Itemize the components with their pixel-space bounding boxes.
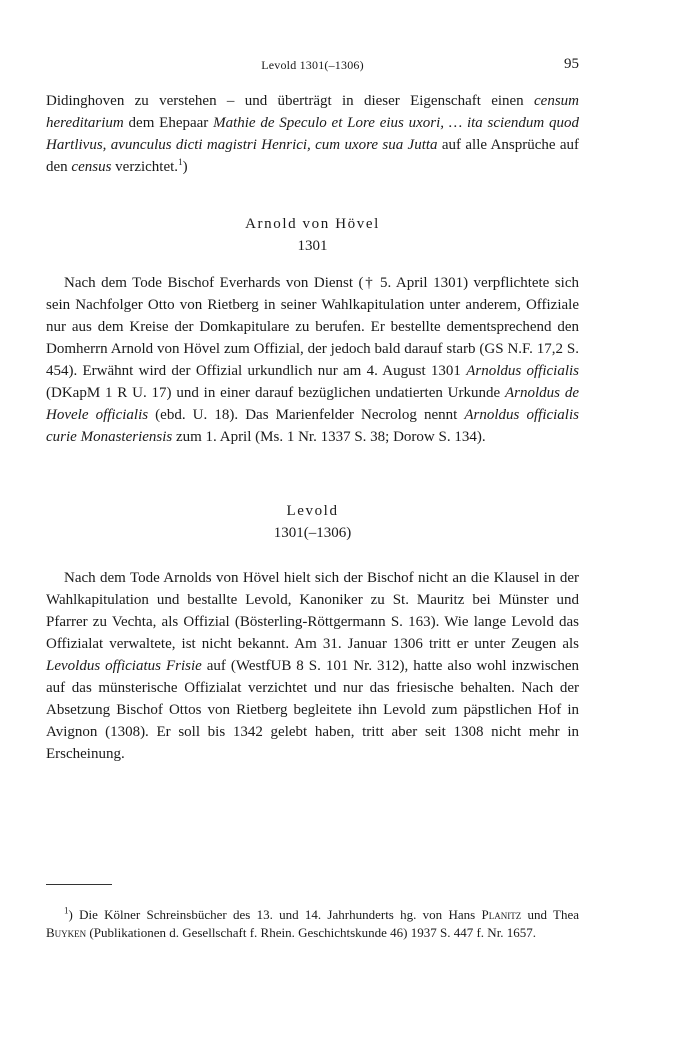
author-name: Buyken: [46, 925, 87, 940]
paragraph-levold: [46, 567, 579, 765]
latin-quote: Arnoldus de Hovele officialis: [46, 385, 579, 423]
text-run: (Publikationen d. Gesellschaft f. Rhein. Geschichtskunde 46) 1937 S. 447 f. Nr. 1657.: [86, 925, 537, 940]
section-dates: 1301(–1306): [273, 525, 352, 541]
latin-quote: Arnoldus officialis curie Monasteriensis: [46, 407, 579, 445]
latin-quote: census: [71, 159, 112, 175]
text-run: Didinghoven zu verstehen – und überträgt in dieser Eigenschaft einen: [46, 93, 534, 109]
latin-quote: Mathie de Speculo et Lore eius uxori, … ita sciendum quod Hartlivus, avunculus dicti magistri Henrici, cum uxore sua Jutta: [46, 115, 579, 153]
paragraph-continuation: [46, 90, 579, 178]
text-run: Nach dem Tode Bischof Everhards von Dienst († 5. April 1301) verpflichtete sich sein Nachfolger Otto von Rietberg in seiner Wahlkapitulation unter anderem, Offiziale nur aus dem Kreise der Domkapitulare zu berufen. Er bestellte dementsprechend den Domherrn Arnold von Hövel zum Offizial, der jedoch bald darauf starb (GS N.F. 17,2 S. 454). Erwähnt wird der Offizial urkundlich nur am 4. August 1301: [46, 275, 579, 379]
section-dates: 1301: [297, 238, 328, 254]
text-run: (DKapM 1 R U. 17) und in einer darauf bezüglichen undatierten Urkunde: [46, 385, 505, 401]
text-run: (ebd. U. 18). Das Marienfelder Necrolog nennt: [148, 407, 465, 423]
text-run: Nach dem Tode Arnolds von Hövel hielt sich der Bischof nicht an die Klausel in der Wahlkapitulation und bestallte Levold, Kanoniker zu St. Mauritz bei Münster und Pfarrer zu Vechta, als Offizial (Bösterling-Röttgermann S. 163). Wie lange Levold das Offizialat verwaltete, ist nicht bekannt. Am 31. Januar 1306 tritt er unter Zeugen als: [46, 570, 579, 652]
text-run: ) Die Kölner Schreinsbücher des 13. und 14. Jahrhunderts hg. von Hans: [68, 907, 482, 922]
footnote-marker: 1: [64, 905, 69, 916]
text-run: auf alle Ansprüche auf den: [46, 137, 579, 175]
text-run: zum 1. April (Ms. 1 Nr. 1337 S. 38; Dorow S. 134).: [172, 429, 486, 445]
latin-quote: censum hereditarium: [46, 93, 579, 131]
page-header: [46, 56, 579, 76]
footnote-divider: [46, 884, 112, 885]
text-run: und Thea: [521, 907, 580, 922]
section-heading-levold: [46, 500, 579, 544]
author-name: Planitz: [481, 907, 522, 922]
page-number: 95: [564, 56, 579, 72]
section-heading-arnold: [46, 213, 579, 257]
text-run: dem Ehepaar: [123, 115, 214, 131]
running-title: Levold 1301(–1306): [261, 58, 364, 72]
section-title: Arnold von Hövel: [245, 216, 380, 232]
text-run: verzichtet.: [111, 159, 179, 175]
paragraph-arnold: [46, 272, 579, 448]
footnote: [46, 906, 579, 942]
text-run: auf (WestfUB 8 S. 101 Nr. 312), hatte also wohl inzwischen auf das münsterische Offizialat verzichtet und nur das friesische behalten. Nach der Absetzung Bischof Ottos von Rietberg begleitete ihn Levold zum päpstlichen Hof in Avignon (1308). Er soll bis 1342 gelebt haben, tritt aber seit 1308 nicht mehr in Erscheinung.: [46, 658, 579, 762]
section-title: Levold: [286, 503, 339, 519]
footnote-reference[interactable]: 1: [178, 157, 183, 167]
latin-quote: Levoldus officiatus Frisie: [46, 658, 202, 674]
text-run: ): [182, 159, 188, 175]
latin-quote: Arnoldus officialis: [466, 363, 579, 379]
